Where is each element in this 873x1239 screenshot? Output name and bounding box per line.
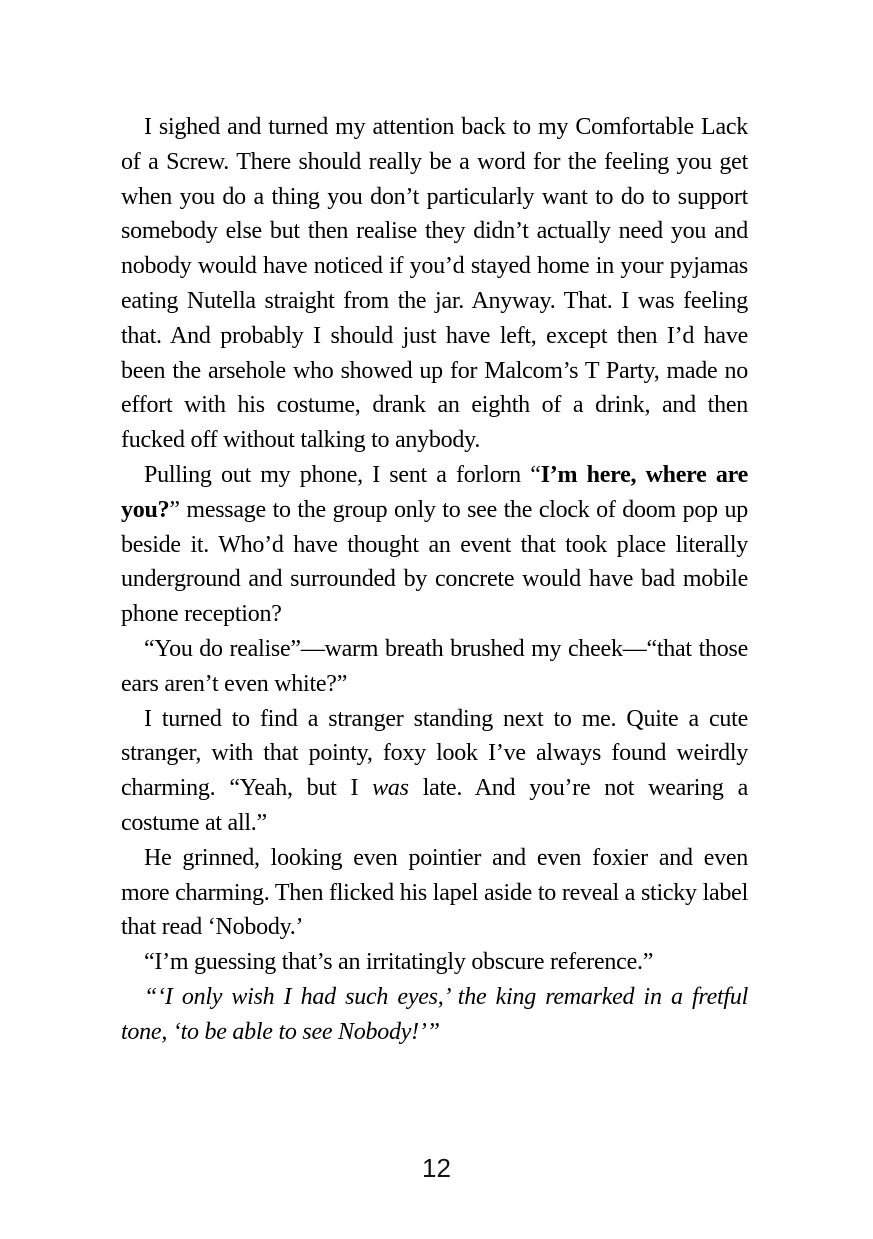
text-segment-normal: late. And you’re not wearing a costume at all.” [121, 775, 748, 836]
page-text [121, 110, 748, 1050]
paragraph [121, 632, 748, 702]
paragraph [121, 702, 748, 841]
paragraph [121, 841, 748, 945]
text-segment-normal: He grinned, looking even pointier and even foxier and even more charming. Then flicked his lapel aside to reveal a sticky label that read ‘Nobody.’ [121, 844, 748, 941]
text-segment-normal: Pulling out my phone, I sent a forlorn “ [144, 461, 541, 488]
text-segment-italic: was [372, 775, 409, 802]
paragraph [121, 945, 748, 980]
text-segment-normal: I sighed and turned my attention back to my Comfortable Lack of a Screw. There should really be a word for the feeling you get when you do a thing you don’t particularly want to do to support somebody else but then realise they didn’t actually need you and nobody would have noticed if you’d stayed home in your pyjamas eating Nutella straight from the jar. Anyway. That. I was feeling that. And probably I should just have left, except then I’d have been the arsehole who showed up for Malcom’s T Party, made no effort with his costume, drank an eighth of a drink, and then fucked off without talking to anybody. [121, 114, 748, 454]
text-segment-normal: “You do realise”—warm breath brushed my cheek—“that those ears aren’t even white?” [121, 635, 748, 697]
text-segment-normal: ” message to the group only to see the clock of doom pop up beside it. Who’d have thought an event that took place literally underground and surrounded by concrete would have bad mobile phone reception? [121, 496, 748, 628]
page-number: 12 [422, 1153, 451, 1183]
paragraph [121, 110, 748, 458]
text-segment-bold: I’m here, where are you? [121, 461, 748, 523]
text-segment-normal: I turned to find a stranger standing next to me. Quite a cute stranger, with that pointy, foxy look I’ve always found weirdly charming. “Yeah, but I [121, 705, 748, 802]
text-segment-normal: “I’m guessing that’s an irritatingly obscure reference.” [144, 949, 654, 976]
paragraph [121, 980, 748, 1050]
text-segment-italic: “‘I only wish I had such eyes,’ the king remarked in a fretful tone, ‘to be able to see Nobody!’” [121, 983, 748, 1045]
paragraph [121, 458, 748, 632]
